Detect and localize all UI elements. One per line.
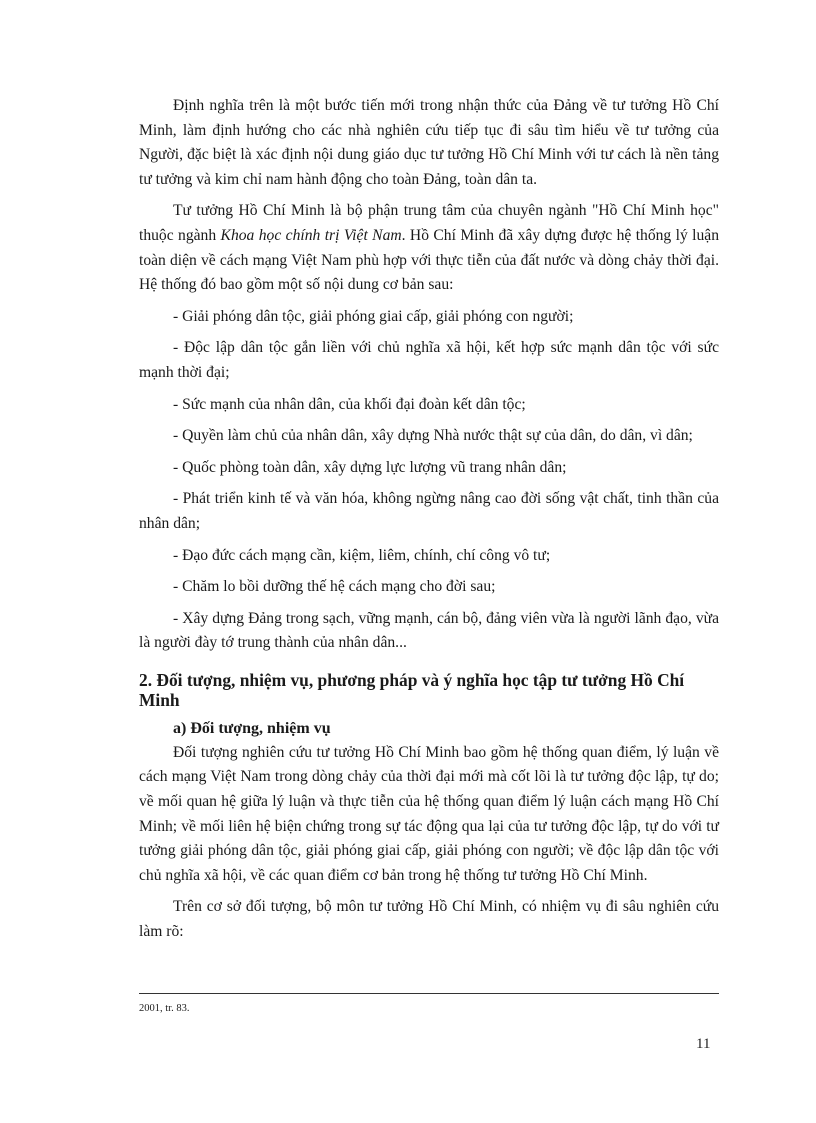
section-heading: 2. Đối tượng, nhiệm vụ, phương pháp và ý nghĩa học tập tư tưởng Hồ Chí Minh — [139, 669, 685, 710]
paragraph-research-object: Đối tượng nghiên cứu tư tưởng Hồ Chí Minh bao gồm hệ thống quan điểm, lý luận về cách mạng Việt Nam trong dòng chảy của thời đại mới mà cốt lõi là tư tưởng độc lập, tự do; về mối quan hệ giữa lý luận và thực tiễn của hệ thống quan điểm lý luận cách mạng Hồ Chí Minh; về mối liên hệ biện chứng trong sự tác động qua lại của tư tưởng độc lập, tự do với tư tưởng giải phóng dân tộc, giải phóng giai cấp, giải phóng con người; về độc lập dân tộc với chủ nghĩa xã hội, về các quan điểm cơ bản trong hệ thống tư tưởng Hồ Chí Minh. — [139, 743, 719, 884]
list-item: - Chăm lo bồi dưỡng thế hệ cách mạng cho đời sau; — [173, 578, 496, 596]
page-body — [139, 94, 719, 945]
paragraph-text-start: Tư tưởng Hồ Chí Minh là bộ phận trung tâm của chuyên ngành "Hồ Chí Minh học" thuộc ngành — [139, 202, 719, 244]
list-item: - Phát triển kinh tế và văn hóa, không ngừng nâng cao đời sống vật chất, tinh thần của nhân dân; — [139, 490, 719, 532]
paragraph-research-tasks: Trên cơ sở đối tượng, bộ môn tư tưởng Hồ Chí Minh, có nhiệm vụ đi sâu nghiên cứu làm rõ: — [139, 898, 719, 941]
list-item: - Giải phóng dân tộc, giải phóng giai cấp, giải phóng con người; — [173, 307, 574, 325]
footnote-divider — [139, 993, 719, 994]
list-item: - Xây dựng Đảng trong sạch, vững mạnh, cán bộ, đảng viên vừa là người lãnh đạo, vừa là người đày tớ trung thành của nhân dân... — [139, 609, 719, 652]
list-item: - Sức mạnh của nhân dân, của khối đại đoàn kết dân tộc; — [173, 395, 526, 413]
paragraph-definition: Định nghĩa trên là một bước tiến mới trong nhận thức của Đảng về tư tưởng Hồ Chí Minh, làm định hướng cho các nhà nghiên cứu tiếp tục đi sâu tìm hiểu về tư tưởng của Người, đặc biệt là xác định nội dung giáo dục tư tưởng Hồ Chí Minh với tư cách là nền tảng tư tưởng và kim chỉ nam hành động cho toàn Đảng, toàn dân ta. — [139, 97, 719, 188]
italic-field-name: Khoa học chính trị Việt Nam — [220, 226, 402, 244]
page-number: 11 — [696, 1036, 711, 1052]
list-item: - Quyền làm chủ của nhân dân, xây dựng Nhà nước thật sự của dân, do dân, vì dân; — [173, 427, 693, 445]
subsection-heading: a) Đối tượng, nhiệm vụ — [173, 719, 331, 737]
paragraph-ho-chi-minh-thought — [139, 199, 719, 297]
list-item: - Quốc phòng toàn dân, xây dựng lực lượng vũ trang nhân dân; — [173, 458, 567, 476]
list-item: - Độc lập dân tộc gắn liền với chủ nghĩa xã hội, kết hợp sức mạnh dân tộc với sức mạnh thời đại; — [139, 339, 719, 381]
list-item: - Đạo đức cách mạng cần, kiệm, liêm, chính, chí công vô tư; — [173, 546, 551, 564]
footnote: 2001, tr. 83. — [139, 1003, 190, 1014]
paragraph-text-end: . Hồ Chí Minh đã xây dựng được hệ thống lý luận toàn diện về cách mạng Việt Nam phù hợp với thực tiễn của đất nước và dòng chảy thời đại. Hệ thống đó bao gồm một số nội dung cơ bản sau: — [139, 226, 719, 294]
